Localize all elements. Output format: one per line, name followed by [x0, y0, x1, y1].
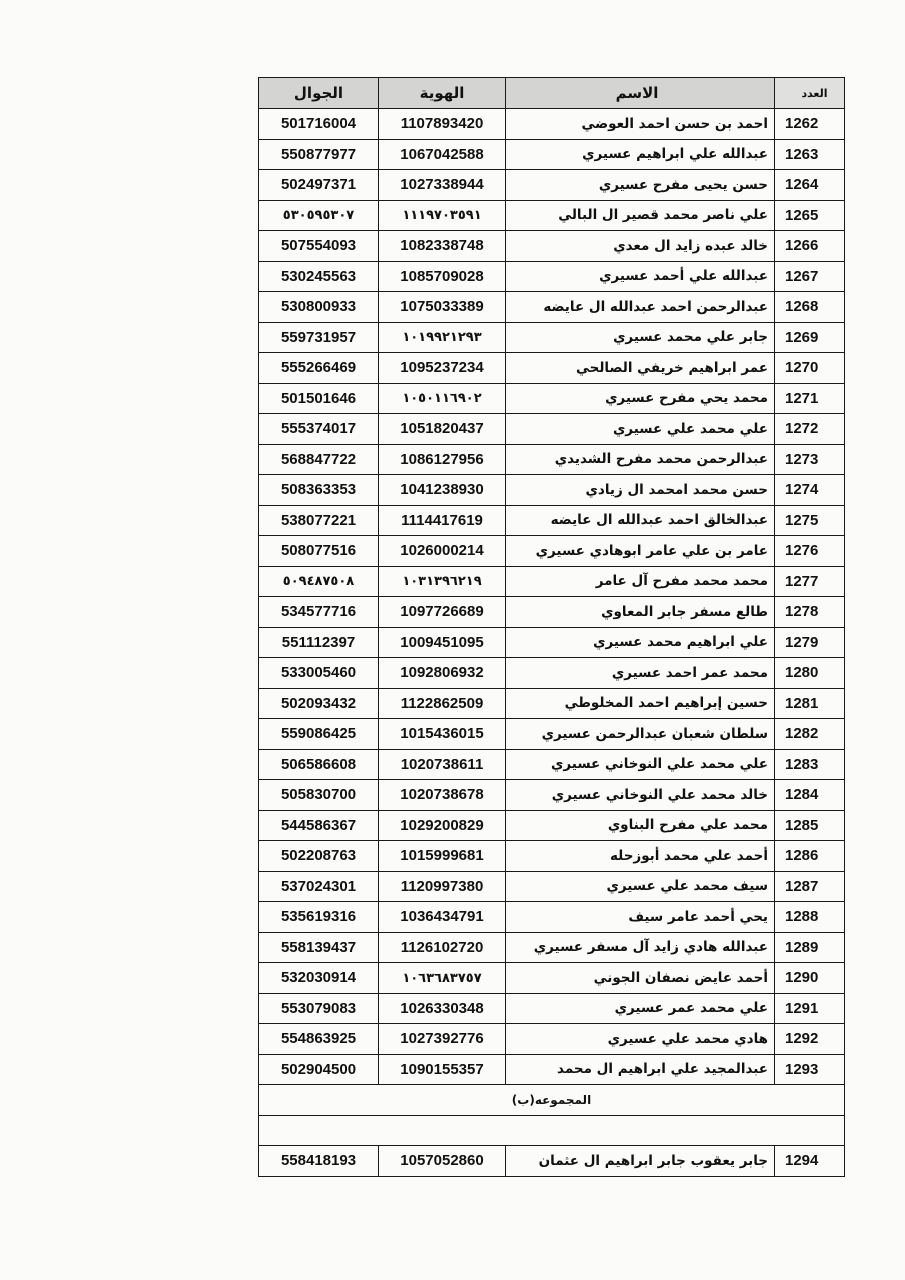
number-cell: 1293 [775, 1054, 845, 1085]
name-cell: جابر علي محمد عسيري [506, 322, 775, 353]
mobile-cell: 555374017 [259, 414, 379, 445]
id-cell: 1015999681 [379, 841, 506, 872]
table-row [259, 749, 845, 780]
number-cell: 1287 [775, 871, 845, 902]
number-cell: 1276 [775, 536, 845, 567]
table-row [259, 231, 845, 262]
id-cell: 1015436015 [379, 719, 506, 750]
name-cell: عبدالله هادي زايد آل مسفر عسيري [506, 932, 775, 963]
number-cell: 1288 [775, 902, 845, 933]
number-cell: 1264 [775, 170, 845, 201]
number-cell: 1289 [775, 932, 845, 963]
id-cell: 1051820437 [379, 414, 506, 445]
name-cell: جابر يعقوب جابر ابراهيم ال عثمان [506, 1146, 775, 1177]
mobile-cell: ٥٠٩٤٨٧٥٠٨ [259, 566, 379, 597]
number-cell: 1266 [775, 231, 845, 262]
mobile-cell: 530800933 [259, 292, 379, 323]
id-cell: 1026000214 [379, 536, 506, 567]
number-cell: 1272 [775, 414, 845, 445]
table-row [259, 1146, 845, 1177]
mobile-cell: 533005460 [259, 658, 379, 689]
header-name: الاسم [506, 78, 775, 109]
number-cell: 1274 [775, 475, 845, 506]
id-cell: 1026330348 [379, 993, 506, 1024]
id-cell: 1075033389 [379, 292, 506, 323]
table-row [259, 414, 845, 445]
mobile-cell: ٥٣٠٥٩٥٣٠٧ [259, 200, 379, 231]
table-row [259, 139, 845, 170]
mobile-cell: 532030914 [259, 963, 379, 994]
name-cell: علي محمد عمر عسيري [506, 993, 775, 1024]
members-table [258, 77, 845, 1177]
name-cell: محمد يحي مفرح عسيري [506, 383, 775, 414]
table-row [259, 658, 845, 689]
mobile-cell: 530245563 [259, 261, 379, 292]
header-number: العدد [775, 78, 845, 109]
table-row [259, 841, 845, 872]
spacer-cell [259, 1115, 845, 1146]
table-row [259, 566, 845, 597]
number-cell: 1280 [775, 658, 845, 689]
name-cell: خالد عبده زايد ال معدي [506, 231, 775, 262]
number-cell: 1265 [775, 200, 845, 231]
name-cell: محمد علي مفرح البناوي [506, 810, 775, 841]
number-cell: 1294 [775, 1146, 845, 1177]
table-row [259, 902, 845, 933]
id-cell: 1027338944 [379, 170, 506, 201]
name-cell: أحمد عايض نصفان الجوني [506, 963, 775, 994]
id-cell: ١٠٣١٣٩٦٢١٩ [379, 566, 506, 597]
header-mobile: الجوال [259, 78, 379, 109]
mobile-cell: 550877977 [259, 139, 379, 170]
id-cell: 1020738678 [379, 780, 506, 811]
table-row [259, 383, 845, 414]
mobile-cell: 501716004 [259, 109, 379, 140]
table-row [259, 109, 845, 140]
mobile-cell: 554863925 [259, 1024, 379, 1055]
id-cell: ١٠٥٠١١٦٩٠٢ [379, 383, 506, 414]
number-cell: 1279 [775, 627, 845, 658]
table-row [259, 810, 845, 841]
name-cell: احمد بن حسن احمد العوضي [506, 109, 775, 140]
table-row [259, 932, 845, 963]
number-cell: 1262 [775, 109, 845, 140]
table-row [259, 597, 845, 628]
mobile-cell: 558139437 [259, 932, 379, 963]
name-cell: حسين إبراهيم احمد المخلوطي [506, 688, 775, 719]
table-row [259, 1054, 845, 1085]
id-cell: 1027392776 [379, 1024, 506, 1055]
number-cell: 1292 [775, 1024, 845, 1055]
name-cell: حسن يحيى مفرح عسيري [506, 170, 775, 201]
mobile-cell: 558418193 [259, 1146, 379, 1177]
number-cell: 1286 [775, 841, 845, 872]
id-cell: ١٠١٩٩٢١٢٩٣ [379, 322, 506, 353]
mobile-cell: 544586367 [259, 810, 379, 841]
table-row [259, 993, 845, 1024]
number-cell: 1270 [775, 353, 845, 384]
id-cell: ١٠٦٣٦٨٣٧٥٧ [379, 963, 506, 994]
number-cell: 1281 [775, 688, 845, 719]
id-cell: 1036434791 [379, 902, 506, 933]
number-cell: 1269 [775, 322, 845, 353]
mobile-cell: 502904500 [259, 1054, 379, 1085]
table-row [259, 292, 845, 323]
number-cell: 1284 [775, 780, 845, 811]
table-row [259, 261, 845, 292]
name-cell: عمر ابراهيم خريفي الصالحي [506, 353, 775, 384]
table-row [259, 536, 845, 567]
mobile-cell: 501501646 [259, 383, 379, 414]
id-cell: 1067042588 [379, 139, 506, 170]
mobile-cell: 502208763 [259, 841, 379, 872]
number-cell: 1282 [775, 719, 845, 750]
name-cell: علي محمد علي عسيري [506, 414, 775, 445]
table-header-row [259, 78, 845, 109]
id-cell: 1095237234 [379, 353, 506, 384]
name-cell: سلطان شعبان عبدالرحمن عسيري [506, 719, 775, 750]
id-cell: 1126102720 [379, 932, 506, 963]
id-cell: 1082338748 [379, 231, 506, 262]
id-cell: 1041238930 [379, 475, 506, 506]
table-row [259, 170, 845, 201]
mobile-cell: 502497371 [259, 170, 379, 201]
number-cell: 1277 [775, 566, 845, 597]
mobile-cell: 568847722 [259, 444, 379, 475]
mobile-cell: 507554093 [259, 231, 379, 262]
mobile-cell: 559731957 [259, 322, 379, 353]
number-cell: 1273 [775, 444, 845, 475]
mobile-cell: 502093432 [259, 688, 379, 719]
header-id: الهوية [379, 78, 506, 109]
table-row [259, 475, 845, 506]
name-cell: هادي محمد علي عسيري [506, 1024, 775, 1055]
name-cell: عبدالله علي ابراهيم عسيري [506, 139, 775, 170]
mobile-cell: 553079083 [259, 993, 379, 1024]
name-cell: محمد محمد مفرح آل عامر [506, 566, 775, 597]
id-cell: ١١١٩٧٠٣٥٩١ [379, 200, 506, 231]
id-cell: 1092806932 [379, 658, 506, 689]
name-cell: أحمد علي محمد أبوزحله [506, 841, 775, 872]
mobile-cell: 551112397 [259, 627, 379, 658]
name-cell: عبدالمجيد علي ابراهيم ال محمد [506, 1054, 775, 1085]
id-cell: 1122862509 [379, 688, 506, 719]
number-cell: 1268 [775, 292, 845, 323]
table-row [259, 719, 845, 750]
id-cell: 1086127956 [379, 444, 506, 475]
table-body [259, 109, 845, 1085]
group-label-row [259, 1085, 845, 1116]
table-row [259, 963, 845, 994]
mobile-cell: 505830700 [259, 780, 379, 811]
name-cell: عبدالرحمن محمد مفرح الشديدي [506, 444, 775, 475]
name-cell: علي ناصر محمد قصير ال البالي [506, 200, 775, 231]
group-table-body [259, 1146, 845, 1177]
id-cell: 1029200829 [379, 810, 506, 841]
number-cell: 1290 [775, 963, 845, 994]
table-row [259, 780, 845, 811]
number-cell: 1285 [775, 810, 845, 841]
table-row [259, 322, 845, 353]
name-cell: عبدالخالق احمد عبدالله ال عايضه [506, 505, 775, 536]
id-cell: 1107893420 [379, 109, 506, 140]
table-row [259, 871, 845, 902]
mobile-cell: 537024301 [259, 871, 379, 902]
id-cell: 1057052860 [379, 1146, 506, 1177]
group-spacer [259, 1115, 845, 1146]
name-cell: سيف محمد علي عسيري [506, 871, 775, 902]
group-label: المجموعه(ب) [259, 1085, 845, 1116]
name-cell: طالع مسفر جابر المعاوي [506, 597, 775, 628]
name-cell: حسن محمد امحمد ال زيادي [506, 475, 775, 506]
table-row [259, 200, 845, 231]
id-cell: 1085709028 [379, 261, 506, 292]
id-cell: 1097726689 [379, 597, 506, 628]
name-cell: عبدالرحمن احمد عبدالله ال عايضه [506, 292, 775, 323]
id-cell: 1090155357 [379, 1054, 506, 1085]
name-cell: عبدالله علي أحمد عسيري [506, 261, 775, 292]
name-cell: عامر بن علي عامر ابوهادي عسيري [506, 536, 775, 567]
table-row [259, 353, 845, 384]
table-row [259, 505, 845, 536]
mobile-cell: 535619316 [259, 902, 379, 933]
name-cell: علي ابراهيم محمد عسيري [506, 627, 775, 658]
table-row [259, 444, 845, 475]
mobile-cell: 508363353 [259, 475, 379, 506]
table-row [259, 627, 845, 658]
id-cell: 1020738611 [379, 749, 506, 780]
number-cell: 1275 [775, 505, 845, 536]
number-cell: 1291 [775, 993, 845, 1024]
table-row [259, 688, 845, 719]
group-section [259, 1085, 845, 1146]
mobile-cell: 555266469 [259, 353, 379, 384]
mobile-cell: 538077221 [259, 505, 379, 536]
number-cell: 1283 [775, 749, 845, 780]
mobile-cell: 506586608 [259, 749, 379, 780]
id-cell: 1120997380 [379, 871, 506, 902]
number-cell: 1271 [775, 383, 845, 414]
mobile-cell: 559086425 [259, 719, 379, 750]
number-cell: 1263 [775, 139, 845, 170]
name-cell: علي محمد علي النوخاني عسيري [506, 749, 775, 780]
id-cell: 1114417619 [379, 505, 506, 536]
table-row [259, 1024, 845, 1055]
name-cell: يحي أحمد عامر سيف [506, 902, 775, 933]
id-cell: 1009451095 [379, 627, 506, 658]
number-cell: 1278 [775, 597, 845, 628]
name-cell: محمد عمر احمد عسيري [506, 658, 775, 689]
name-cell: خالد محمد علي النوخاني عسيري [506, 780, 775, 811]
number-cell: 1267 [775, 261, 845, 292]
mobile-cell: 508077516 [259, 536, 379, 567]
mobile-cell: 534577716 [259, 597, 379, 628]
